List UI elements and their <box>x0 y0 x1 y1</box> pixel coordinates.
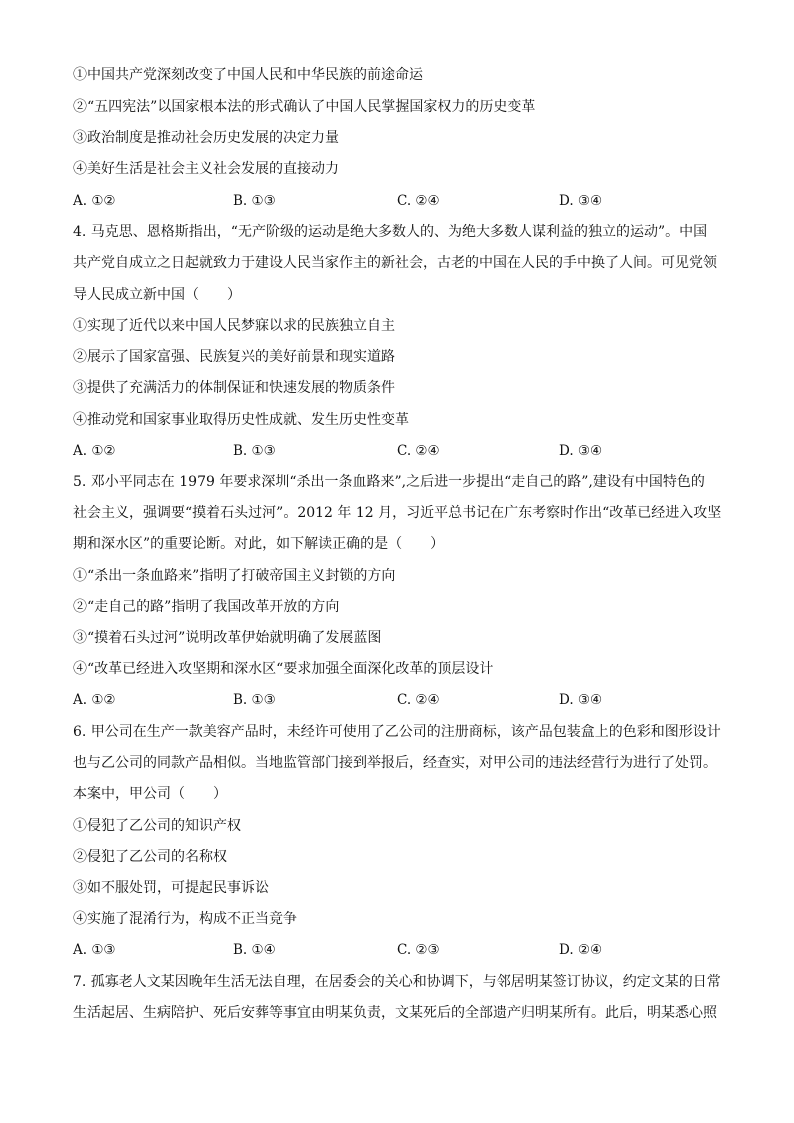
q3-options <box>73 192 733 210</box>
q3-item-1: ①中国共产党深刻改变了中国人民和中华民族的前途命运 <box>73 67 423 83</box>
q4-options <box>73 442 733 460</box>
q5-options <box>73 691 733 709</box>
q5-stem-line-2: 社会主义，强调要“摸着石头过河”。2012 年 12 月，习近平总书记在广东考察时作出“改革已经进入攻坚 <box>73 505 722 521</box>
q3-item-3: ③政治制度是推动社会历史发展的决定力量 <box>73 130 339 146</box>
q6-item-2: ②侵犯了乙公司的名称权 <box>73 849 227 865</box>
option-a: A. ①② <box>73 443 116 459</box>
q5-item-4: ④“改革已经进入攻坚期和深水区“要求加强全面深化改革的顶层设计 <box>73 661 494 677</box>
option-a: A. ①② <box>73 193 116 209</box>
q4-item-4: ④推动党和国家事业取得历史性成就、发生历史性变革 <box>73 412 409 428</box>
q4-stem-line-3: 导人民成立新中国（ ） <box>73 287 241 303</box>
q5-item-3: ③“摸着石头过河”说明改革伊始就明确了发展蓝图 <box>73 630 382 646</box>
q7-stem-line-1: 7. 孤寡老人文某因晚年生活无法自理，在居委会的关心和协调下，与邻居明某签订协议，约定文某的日常 <box>73 974 721 990</box>
option-b: B. ①③ <box>233 692 276 708</box>
option-c: C. ②④ <box>397 692 440 708</box>
option-d: D. ③④ <box>559 193 603 209</box>
q7-stem-line-2: 生活起居、生病陪护、死后安葬等事宜由明某负责，文某死后的全部遗产归明某所有。此后，明某悉心照 <box>73 1005 717 1021</box>
option-b: B. ①④ <box>233 942 276 958</box>
option-a: A. ①② <box>73 692 116 708</box>
q4-stem-line-1: 4. 马克思、恩格斯指出，“无产阶级的运动是绝大多数人的、为绝大多数人谋利益的独立的运动”。中国 <box>73 224 708 240</box>
q5-item-2: ②“走自己的路”指明了我国改革开放的方向 <box>73 599 340 615</box>
option-d: D. ②④ <box>559 942 603 958</box>
q4-item-2: ②展示了国家富强、民族复兴的美好前景和现实道路 <box>73 349 395 365</box>
option-c: C. ②④ <box>397 443 440 459</box>
q6-item-4: ④实施了混淆行为，构成不正当竞争 <box>73 911 297 927</box>
q4-item-1: ①实现了近代以来中国人民梦寐以求的民族独立自主 <box>73 318 395 334</box>
q6-stem-line-2: 也与乙公司的同款产品相似。当地监管部门接到举报后，经查实，对甲公司的违法经营行为进行了处罚。 <box>73 755 717 771</box>
q6-item-3: ③如不服处罚，可提起民事诉讼 <box>73 880 269 896</box>
q3-item-4: ④美好生活是社会主义社会发展的直接动力 <box>73 161 339 177</box>
option-b: B. ①③ <box>233 193 276 209</box>
q5-stem-line-3: 期和深水区”的重要论断。对此，如下解读正确的是（ ） <box>73 536 445 552</box>
q4-stem-line-2: 共产党自成立之日起就致力于建设人民当家作主的新社会，古老的中国在人民的手中换了人间。可见党领 <box>73 255 717 271</box>
q4-item-3: ③提供了充满活力的体制保证和快速发展的物质条件 <box>73 380 395 396</box>
option-c: C. ②③ <box>397 942 440 958</box>
option-d: D. ③④ <box>559 692 603 708</box>
q6-item-1: ①侵犯了乙公司的知识产权 <box>73 818 241 834</box>
option-b: B. ①③ <box>233 443 276 459</box>
q5-item-1: ①“杀出一条血路来”指明了打破帝国主义封锁的方向 <box>73 568 396 584</box>
option-d: D. ③④ <box>559 443 603 459</box>
q5-stem-line-1: 5. 邓小平同志在 1979 年要求深圳“杀出一条血路来”,之后进一步提出“走自己的路”,建设有中国特色的 <box>73 474 705 490</box>
q3-item-2: ②“五四宪法”以国家根本法的形式确认了中国人民掌握国家权力的历史变革 <box>73 99 536 115</box>
q6-stem-line-3: 本案中，甲公司（ ） <box>73 786 227 802</box>
q6-options <box>73 941 733 959</box>
option-c: C. ②④ <box>397 193 440 209</box>
q6-stem-line-1: 6. 甲公司在生产一款美容产品时，未经许可使用了乙公司的注册商标，该产品包装盒上的色彩和图形设计 <box>73 724 721 740</box>
option-a: A. ①③ <box>73 942 116 958</box>
